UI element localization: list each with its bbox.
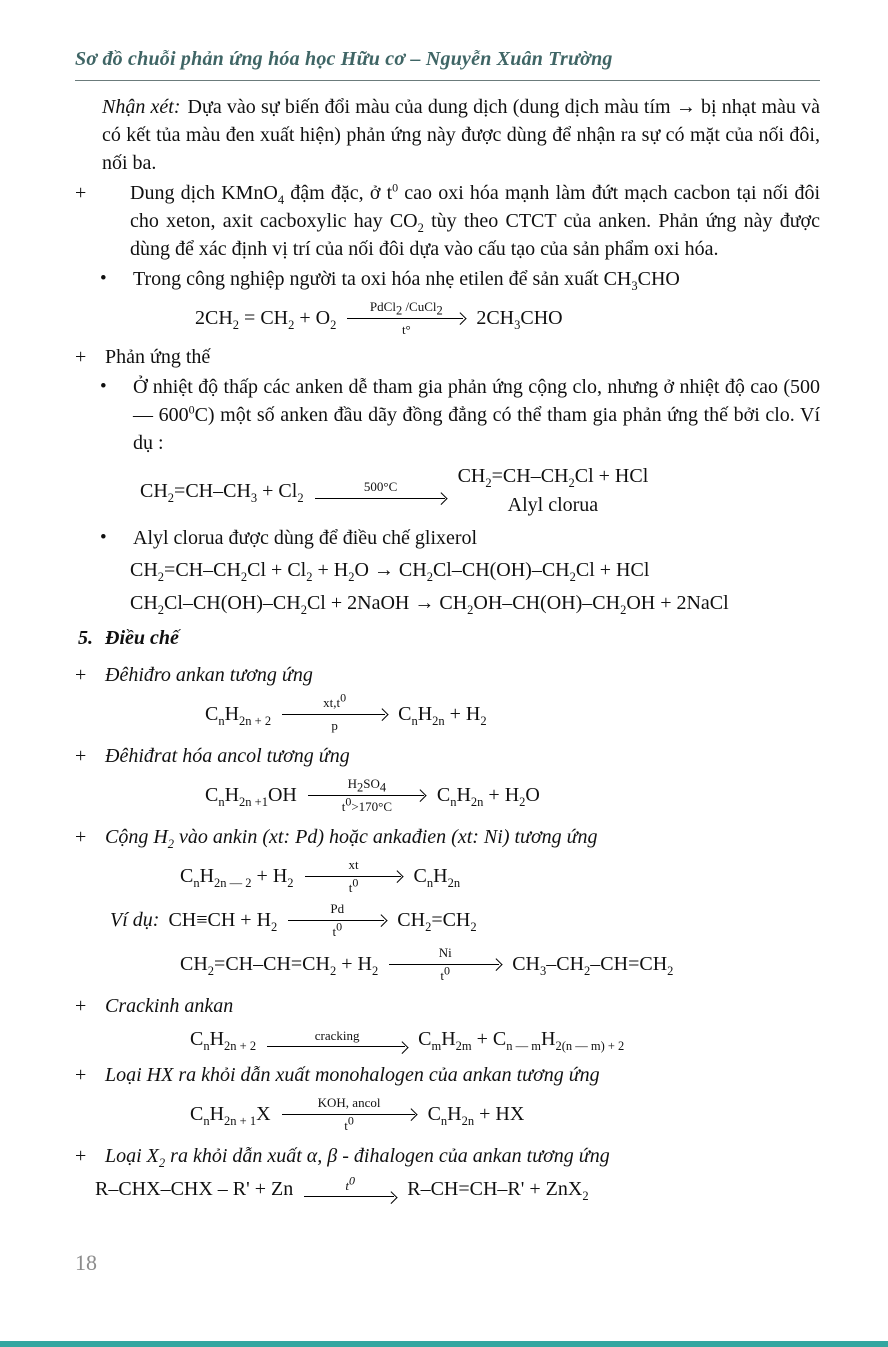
arrow-condition-above: $t^0$ — [345, 1173, 356, 1193]
method-dehydro — [75, 661, 820, 689]
nhanxet-text: Dựa vào sự biến đổi màu của dung dịch (dung dịch màu tím → bị nhạt màu và có kết tủa màu đen xuất hiện) phản ứng này được dùng để nhận ra sự có mặt của nối đôi, nối ba. — [102, 96, 820, 174]
arrow-condition-above: $xt,t^0$ — [323, 690, 347, 710]
method-dehydrat — [75, 742, 820, 770]
equation-lhs: $C_nH_{2n + 1}X$ — [190, 1103, 271, 1128]
dot-marker: • — [100, 527, 107, 548]
method-text: Đêhiđro ankan tương ứng — [105, 664, 313, 686]
method-text: Cộng $H_2$ vào ankin (xt: Pd) hoặc ankađien (xt: Ni) tương ứng — [105, 826, 598, 851]
method-text: Đêhiđrat hóa ancol tương ứng — [105, 745, 350, 767]
arrow-condition-above: KOH, ancol — [317, 1095, 381, 1110]
equation-lhs: $2CH_2 = CH_2 + O_2$ — [195, 307, 337, 332]
equation-rhs: $CH_3-CH_2-CH=CH_2$ — [512, 953, 674, 978]
equation-oxidation — [75, 299, 820, 337]
equation-lhs: $C_nH_{2n + 2}$ — [205, 703, 272, 728]
arrow-shaft — [315, 494, 447, 502]
reaction-arrow — [288, 901, 386, 939]
arrow-condition-below: p — [331, 718, 338, 733]
reaction-arrow — [282, 1095, 417, 1133]
method-cracking — [75, 992, 820, 1020]
arrow-shaft — [288, 916, 386, 924]
equation-rhs: $C_nH_{2n} + H_2$ — [398, 703, 487, 728]
equation-cracking — [75, 1026, 820, 1052]
arrow-condition-above: PdCl$_2$ /CuCl$_2$ — [369, 299, 443, 318]
arrow-condition-above: 500°C — [363, 479, 398, 494]
bullet-etilen — [100, 265, 820, 293]
method-x2 — [75, 1142, 820, 1170]
equation-congh2 — [75, 857, 820, 895]
arrow-condition-below: $t^0$ — [344, 1113, 354, 1133]
vidu-label: Ví dụ: — [110, 909, 160, 931]
reaction-arrow — [389, 945, 501, 983]
equation-rhs: $C_nH_{2n} + H_2O$ — [436, 784, 540, 809]
plus-marker: + — [75, 745, 87, 767]
arrow-condition-above: Ni — [438, 945, 452, 960]
phanungthe-text: Phản ứng thế — [105, 346, 211, 368]
equation-rhs: $CH_2=CH_2$ — [397, 909, 477, 934]
equation-lhs: $CH_2=CH-CH=CH_2 + H_2$ — [180, 953, 379, 978]
equation-rhs: $2CH_3CHO$ — [476, 307, 563, 332]
plus-marker: + — [75, 995, 87, 1017]
arrow-shaft — [389, 960, 501, 968]
dot-marker: • — [100, 376, 107, 397]
paragraph-nhanxet — [102, 93, 820, 177]
plus-marker: + — [75, 182, 87, 204]
section-heading — [75, 624, 820, 652]
product-caption: Alyl clorua — [507, 494, 599, 516]
section-number: 5. — [78, 627, 93, 649]
equation-lhs: $C_nH_{2n +1}OH$ — [205, 784, 297, 809]
bullet-kmno4 — [75, 179, 820, 263]
arrow-condition-above: $H_2SO_4$ — [347, 776, 387, 795]
header-title: Sơ đồ chuỗi phản ứng hóa học Hữu cơ – Nguyễn Xuân Trường — [75, 48, 613, 70]
plus-marker: + — [75, 1064, 87, 1086]
bullet-clo — [100, 373, 820, 457]
arrow-shaft — [282, 710, 387, 718]
arrow-condition-below: $t^0$ — [332, 919, 343, 939]
arrow-shaft — [308, 791, 426, 799]
arrow-shaft — [304, 1193, 396, 1201]
reaction-arrow — [305, 857, 403, 895]
arrow-shaft — [282, 1110, 417, 1118]
equation-rhs-group — [458, 463, 649, 518]
arrow-condition-below: $t^0$ — [348, 875, 359, 895]
dot-marker: • — [100, 268, 107, 289]
equation-vidu — [75, 901, 820, 939]
reaction-arrow — [267, 1028, 407, 1051]
equation-hx — [75, 1095, 820, 1133]
arrow-condition-above: xt — [348, 857, 359, 872]
equation-lhs: $CH_2=CH-CH_3 + Cl_2$ — [140, 479, 304, 505]
page-header — [75, 48, 820, 81]
equation-rhs: R–CH=CH–R' + ZnX$_2$ — [407, 1178, 589, 1203]
plus-marker: + — [75, 1145, 87, 1167]
equation-rhs: $C_nH_{2n}$ — [413, 865, 461, 890]
arrow-shaft — [305, 872, 403, 880]
equation-butadien — [75, 945, 820, 983]
bullet-alyl — [100, 524, 820, 552]
method-congh2 — [75, 823, 820, 851]
plus-marker: + — [75, 826, 87, 848]
kmno4-text: Dung dịch KMnO$_4$ đậm đặc, ở $t^0$ cao oxi hóa mạnh làm đứt mạch cacbon tại nối đôi cho xeton, axit cacboxylic hay $CO_2$ tùy theo CTCT của anken. Phản ứng này được dùng để xác định vị trí của nối đôi dựa vào cấu tạo của sản phẩm oxi hóa. — [130, 180, 820, 260]
formula-glycerol-1: $CH_2=CH-CH_2Cl + Cl_2 + H_2O \to CH_2Cl-CH(OH)-CH_2Cl$ + HCl — [130, 559, 650, 584]
equation-lhs: $C_nH_{2n + 2}$ — [190, 1028, 257, 1053]
reaction-arrow — [347, 299, 465, 337]
bullet-phanungthe — [75, 343, 820, 371]
arrow-condition-below: $t^0>170^\circ C$ — [341, 794, 393, 814]
equation-dehydro — [75, 690, 820, 733]
method-text: Crackinh ankan — [105, 995, 234, 1017]
arrow-condition-above: Pd — [330, 901, 345, 916]
equation-clo500 — [75, 463, 820, 518]
plus-marker: + — [75, 346, 87, 368]
equation-lhs: $CH\equiv CH + H_2$ — [168, 909, 278, 934]
arrow-condition-below: $t^0$ — [440, 963, 451, 983]
equation-rhs: $C_mH_{2m} + C_{n — m}H_{2(n — m) + 2}$ — [418, 1028, 625, 1053]
alyl-text: Alyl clorua được dùng để điều chế glixerol — [133, 527, 478, 549]
arrow-shaft — [267, 1043, 407, 1051]
method-hx — [75, 1061, 820, 1089]
equation-rhs: $C_nH_{2n}$ + HX — [427, 1103, 525, 1128]
nhanxet-label: Nhận xét: — [102, 96, 181, 118]
reaction-arrow — [304, 1173, 396, 1201]
page-number: 18 — [75, 1250, 97, 1275]
reaction-arrow — [315, 479, 447, 502]
method-text: Loại HX ra khỏi dẫn xuất monohalogen của ankan tương ứng — [105, 1064, 600, 1086]
bottom-accent-bar — [0, 1341, 888, 1347]
equation-rhs: $CH_2=CH-CH_2Cl$ + HCl — [457, 465, 649, 490]
formula-glycerol-2: $CH_2Cl-CH(OH)-CH_2Cl$ + 2NaOH → $CH_2OH-CH(OH)-CH_2OH$ + 2NaCl — [130, 592, 729, 617]
equation-lhs: $C_nH_{2n — 2} + H_2$ — [180, 865, 294, 890]
section-title: Điều chế — [105, 627, 179, 649]
arrow-condition-below: t° — [401, 322, 411, 337]
clo-text: Ở nhiệt độ thấp các anken dễ tham gia phản ứng cộng clo, nhưng ở nhiệt độ cao (500 — $600^0C$) một số anken đầu dãy đồng đẳng có thể tham gia phản ứng thế bởi clo. Ví dụ : — [133, 376, 820, 454]
reaction-arrow — [282, 690, 387, 733]
method-text: Loại $X_2$ ra khỏi dẫn xuất α, β - đihalogen của ankan tương ứng — [105, 1145, 610, 1170]
plus-marker: + — [75, 664, 87, 686]
equation-dehydrat — [75, 776, 820, 814]
arrow-shaft — [347, 314, 465, 322]
reaction-arrow — [308, 776, 426, 814]
equation-zn — [75, 1173, 820, 1203]
etilen-text: Trong công nghiệp người ta oxi hóa nhẹ etilen để sản xuất $CH_3CHO$ — [133, 268, 680, 293]
equation-lhs: R–CHX–CHX – R' + Zn — [95, 1178, 294, 1200]
arrow-condition-above: cracking — [314, 1027, 360, 1043]
